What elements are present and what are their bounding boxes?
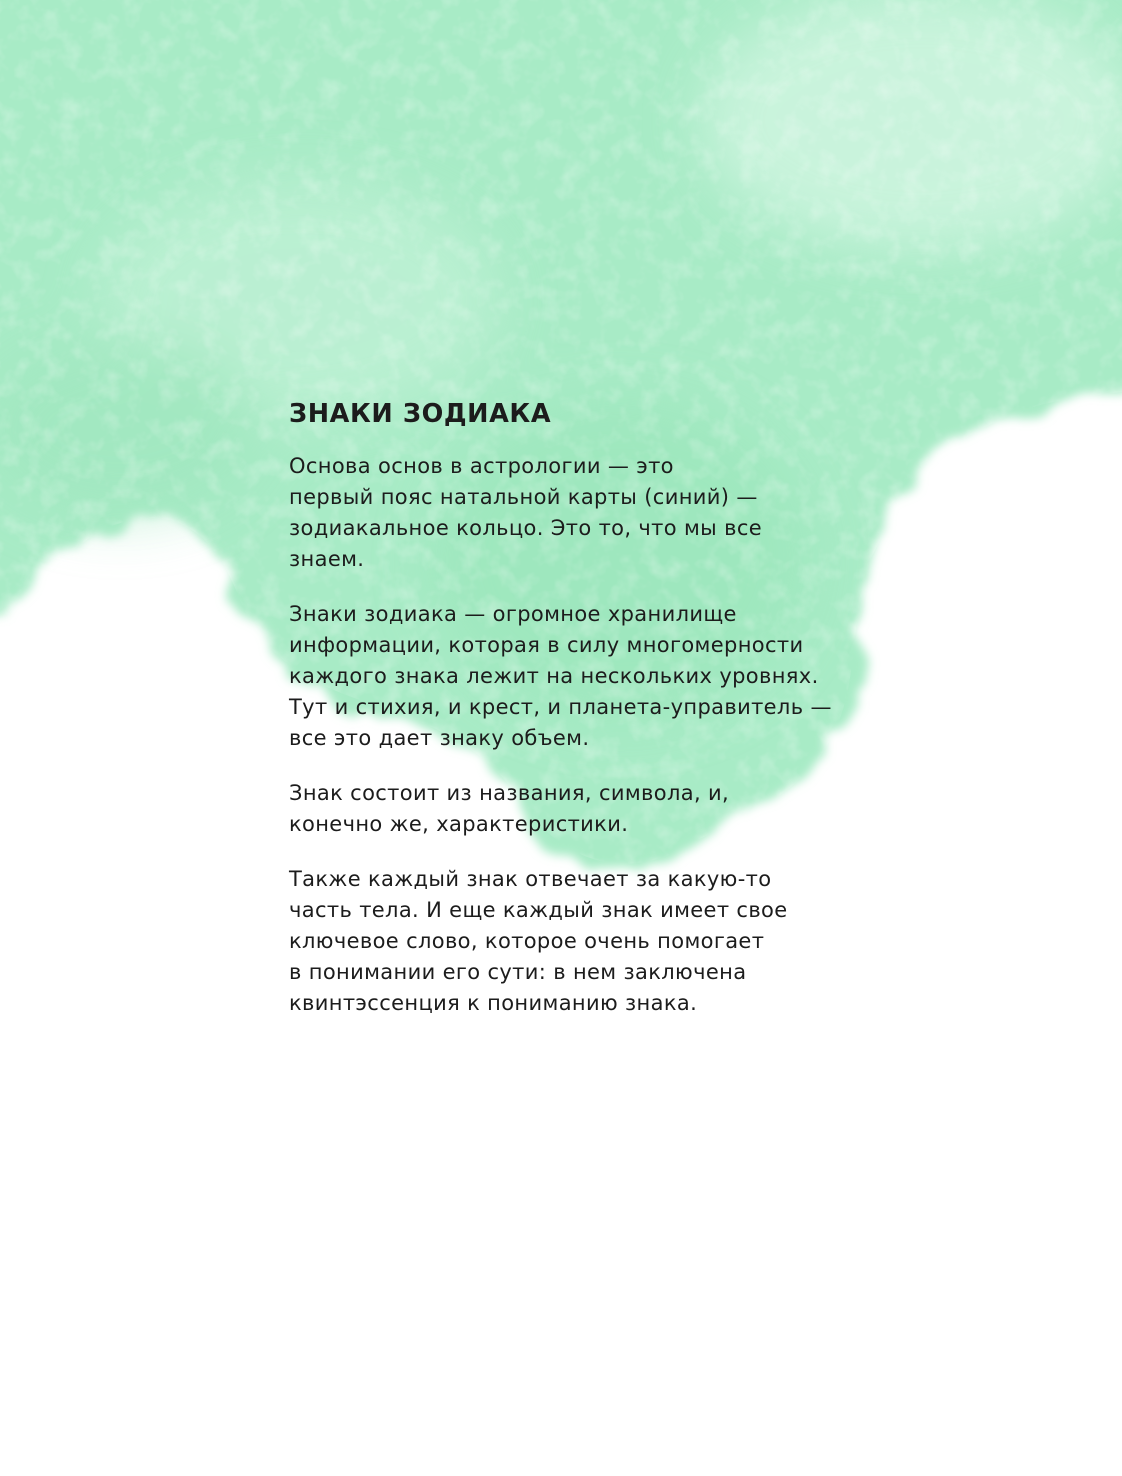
text-line: каждого знака лежит на нескольких уровнях. — [289, 664, 819, 688]
text-line: все это дает знаку объем. — [289, 726, 590, 750]
text-line: Знаки зодиака — огромное хранилище — [289, 602, 737, 626]
page-title: ЗНАКИ ЗОДИАКА — [289, 399, 552, 429]
text-line: Основа основ в астрологии — это — [289, 454, 674, 478]
text-line: ключевое слово, которое очень помогает — [289, 929, 765, 953]
text-line: информации, которая в силу многомерности — [289, 633, 804, 657]
text-line: зодиакальное кольцо. Это то, что мы все — [289, 516, 763, 540]
text-line: квинтэссенция к пониманию знака. — [289, 991, 698, 1015]
text-line: часть тела. И еще каждый знак имеет свое — [289, 898, 788, 922]
text-line: Тут и стихия, и крест, и планета-управитель — — [289, 695, 832, 719]
text-line: Знак состоит из названия, символа, и, — [289, 781, 730, 805]
text-line: Также каждый знак отвечает за какую-то — [289, 867, 772, 891]
paragraph-sign-composition — [289, 778, 889, 840]
text-line: в понимании его сути: в нем заключена — [289, 960, 747, 984]
paragraph-intro — [289, 451, 889, 575]
text-line: знаем. — [289, 547, 365, 571]
paragraph-body-and-keyword — [289, 864, 889, 1019]
text-block — [289, 397, 889, 1043]
text-line: конечно же, характеристики. — [289, 812, 629, 836]
text-line: первый пояс натальной карты (синий) — — [289, 485, 758, 509]
paragraph-info-storage — [289, 599, 889, 754]
